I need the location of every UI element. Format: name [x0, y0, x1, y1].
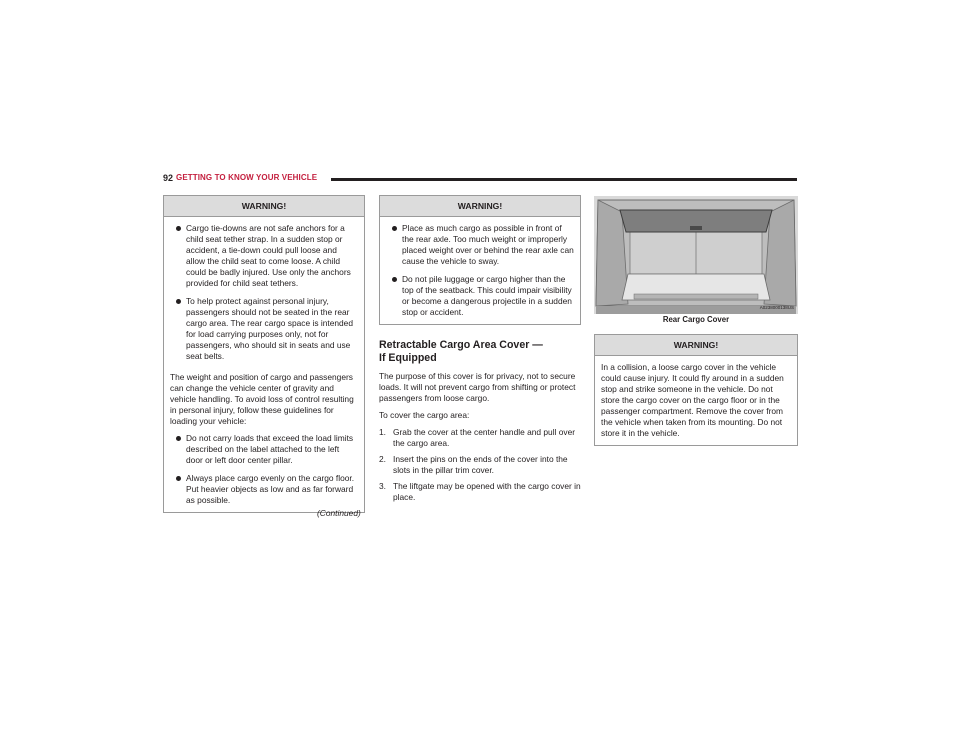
page-number: 92 [163, 173, 174, 183]
bullet-icon [176, 226, 181, 231]
warning-title: WARNING! [380, 196, 580, 217]
image-code: A0238000138US [759, 305, 794, 310]
bullet-icon [176, 299, 181, 304]
figure-caption: Rear Cargo Cover [662, 315, 730, 324]
warning-item: Do not pile luggage or cargo higher than the top of the seatback. This could impair visibility or become a dangerous projectile in a sudden stop or accident. [392, 274, 574, 318]
right-column [594, 334, 798, 446]
warning-text: In a collision, a loose cargo cover in the vehicle could cause injury. It could fly around in a sudden stop and strike someone in the vehicle. Do not store the cargo cover on the cargo floor or in the passenger compartment. Remove the cover from the vehicle when taken from its mounting. Do not store it in the vehicle. [601, 362, 784, 438]
warning-list [164, 217, 364, 366]
section-heading: Retractable Cargo Area Cover — If Equipped [379, 339, 543, 364]
body-paragraph: The weight and position of cargo and passengers can change the vehicle center of gravity and vehicle handling. To avoid loss of control resulting in personal injury, follow these guidelines for loading your vehicle: [170, 372, 354, 426]
warning-box [379, 195, 581, 325]
intro-paragraph: The purpose of this cover is for privacy, not to secure loads. It will not prevent cargo from shifting or protect passengers from loose cargo. [379, 371, 576, 403]
page-header [163, 173, 797, 185]
warning-list [380, 217, 580, 324]
middle-column [379, 195, 581, 508]
warning-box [594, 334, 798, 446]
warning-item: To help protect against personal injury, passengers should not be seated in the rear cargo area. The rear cargo space is intended for load carrying purposes only, not for passengers, who should sit in seats and use seat belts. [176, 296, 358, 362]
warning-title: WARNING! [164, 196, 364, 217]
guideline-item: Always place cargo evenly on the cargo floor. Put heavier objects as low and as far forward as possible. [176, 473, 358, 506]
bullet-icon [176, 476, 181, 481]
step-item: 1. Grab the cover at the center handle and pull over the cargo area. [379, 427, 576, 448]
section-title: GETTING TO KNOW YOUR VEHICLE [176, 173, 318, 182]
warning-title: WARNING! [595, 335, 797, 356]
bullet-icon [392, 226, 397, 231]
steps-list [379, 427, 581, 503]
continued-note: (Continued) [317, 508, 361, 518]
to-cover-text: To cover the cargo area: [379, 410, 470, 420]
step-item: 3. The liftgate may be opened with the cargo cover in place. [379, 481, 581, 502]
guideline-list [164, 433, 364, 512]
warning-box [163, 195, 365, 513]
cargo-cover-photo [594, 196, 798, 314]
left-column [163, 195, 365, 513]
warning-item: Place as much cargo as possible in front of the rear axle. Too much weight or improperly placed weight over or behind the rear axle can cause the vehicle to sway. [392, 223, 574, 267]
bullet-icon [392, 277, 397, 282]
header-rule [331, 178, 797, 181]
warning-item: Cargo tie-downs are not safe anchors for a child seat tether strap. In a sudden stop or accident, a tie-down could pull loose and allow the child seat to come loose. A child could be badly injured. Use only the anchors provided for child seat tethers. [176, 223, 358, 289]
guideline-item: Do not carry loads that exceed the load limits described on the label attached to the left door or left door center pillar. [176, 433, 358, 466]
bullet-icon [176, 436, 181, 441]
step-item: 2. Insert the pins on the ends of the cover into the slots in the pillar trim cover. [379, 454, 568, 475]
